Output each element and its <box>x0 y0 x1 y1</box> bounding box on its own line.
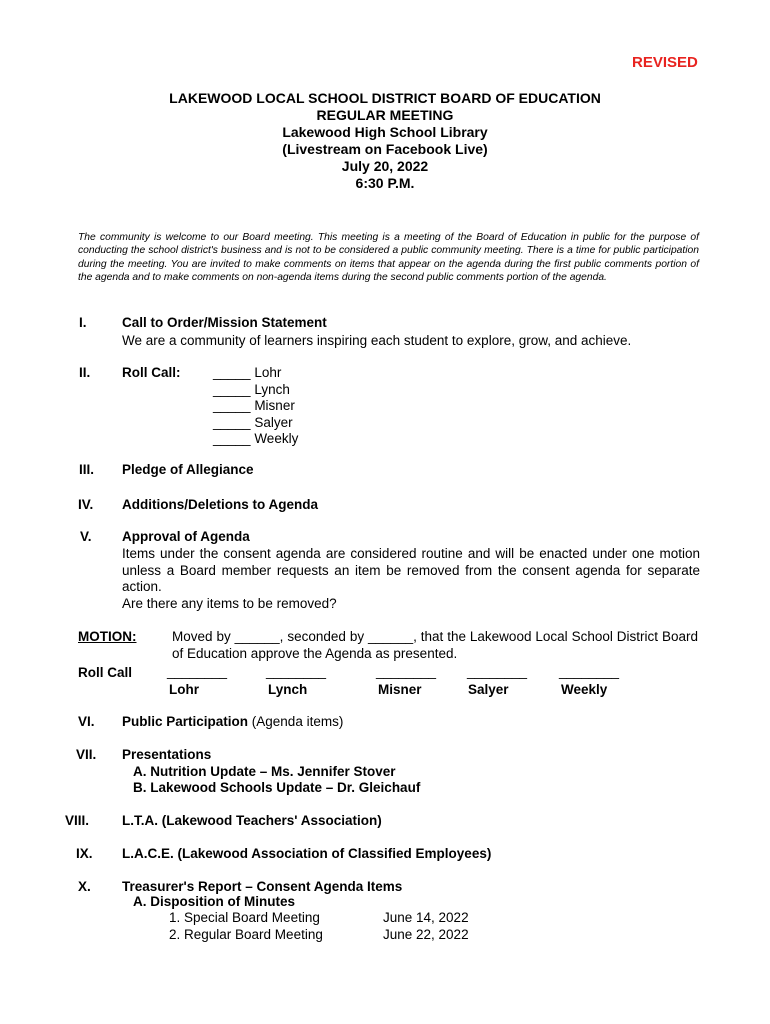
section-number-6: VI. <box>78 714 95 729</box>
minutes-item-label: 1. Special Board Meeting <box>169 910 320 925</box>
section-title-lta: L.T.A. (Lakewood Teachers' Association) <box>122 813 382 828</box>
section-title-additions: Additions/Deletions to Agenda <box>122 497 319 512</box>
title-line-date: July 20, 2022 <box>341 158 429 174</box>
vote-blank: ________ <box>167 664 228 679</box>
list-item: _____ Salyer <box>213 414 293 430</box>
voter-name: Misner <box>378 682 422 697</box>
title-line-district: LAKEWOOD LOCAL SCHOOL DISTRICT BOARD OF EDUCATION <box>169 90 601 106</box>
vote-blank: ________ <box>376 664 437 679</box>
vote-blank: ________ <box>266 664 327 679</box>
section-number-9: IX. <box>76 846 93 861</box>
list-item: _____ Misner <box>213 398 295 414</box>
section-number-3: III. <box>79 462 95 477</box>
section-number-1: I. <box>79 315 87 330</box>
section-title-pledge: Pledge of Allegiance <box>122 462 254 477</box>
section-number-10: X. <box>78 879 91 894</box>
presentation-item: B. Lakewood Schools Update – Dr. Gleichauf <box>133 780 421 795</box>
list-item: _____ Lynch <box>213 381 290 397</box>
consent-agenda-text: Items under the consent agenda are considered routine and will be enacted under one motion unless a Board member requests an item be removed from the consent agenda for separate action. <box>122 546 700 594</box>
vote-blank: ________ <box>467 664 528 679</box>
voter-name: Lynch <box>268 682 308 697</box>
section-title-roll-call: Roll Call: <box>122 365 181 380</box>
document-title <box>0 90 770 192</box>
roll-call-list <box>213 365 298 448</box>
list-item: _____ Weekly <box>213 431 299 447</box>
list-item: _____ Lohr <box>213 365 282 380</box>
subsection-disposition-minutes: A. Disposition of Minutes <box>133 894 295 909</box>
motion-text: Moved by ______, seconded by ______, that the Lakewood Local School District Board of Education approve the Agenda as presented. <box>172 629 698 661</box>
title-line-livestream: (Livestream on Facebook Live) <box>282 141 488 157</box>
intro-paragraph: The community is welcome to our Board meeting. This meeting is a meeting of the Board of Education in public for the purpose of conducting the school district's business and is not to be considered a public community meeting. There is a time for public participation during the meeting. You are invited to make comments on items that appear on the agenda during the first public comments portion of the agenda and to make comments on non-agenda items during the second public comments portion of the agenda. <box>78 232 699 284</box>
voter-name: Lohr <box>169 682 199 697</box>
voter-name: Salyer <box>468 682 509 697</box>
minutes-item-date: June 22, 2022 <box>383 927 469 942</box>
section-title-lace: L.A.C.E. (Lakewood Association of Classified Employees) <box>122 846 492 861</box>
section-number-2: II. <box>79 365 91 380</box>
revised-label: REVISED <box>632 54 698 71</box>
minutes-item-date: June 14, 2022 <box>383 910 469 925</box>
title-line-meeting-type: REGULAR MEETING <box>316 107 454 123</box>
section-number-8: VIII. <box>65 813 90 828</box>
removal-question: Are there any items to be removed? <box>122 596 337 611</box>
section-number-4: IV. <box>78 497 94 512</box>
section-number-5: V. <box>80 529 92 544</box>
roll-call-label: Roll Call <box>78 665 133 680</box>
voter-name: Weekly <box>561 682 608 697</box>
section-title-treasurer: Treasurer's Report – Consent Agenda Items <box>122 879 403 894</box>
minutes-item-label: 2. Regular Board Meeting <box>169 927 323 942</box>
section-title-call-to-order: Call to Order/Mission Statement <box>122 315 327 330</box>
vote-blank: ________ <box>559 664 620 679</box>
title-line-time: 6:30 P.M. <box>355 175 415 191</box>
motion-label: MOTION: <box>78 629 137 644</box>
section-title-public-participation: Public Participation (Agenda items) <box>122 714 344 729</box>
presentation-item: A. Nutrition Update – Ms. Jennifer Stover <box>133 764 396 779</box>
section-title-presentations: Presentations <box>122 747 212 762</box>
section-number-7: VII. <box>76 747 97 762</box>
mission-statement: We are a community of learners inspiring each student to explore, grow, and achieve. <box>122 333 632 348</box>
section-title-approval: Approval of Agenda <box>122 529 250 544</box>
title-line-location: Lakewood High School Library <box>282 124 488 140</box>
